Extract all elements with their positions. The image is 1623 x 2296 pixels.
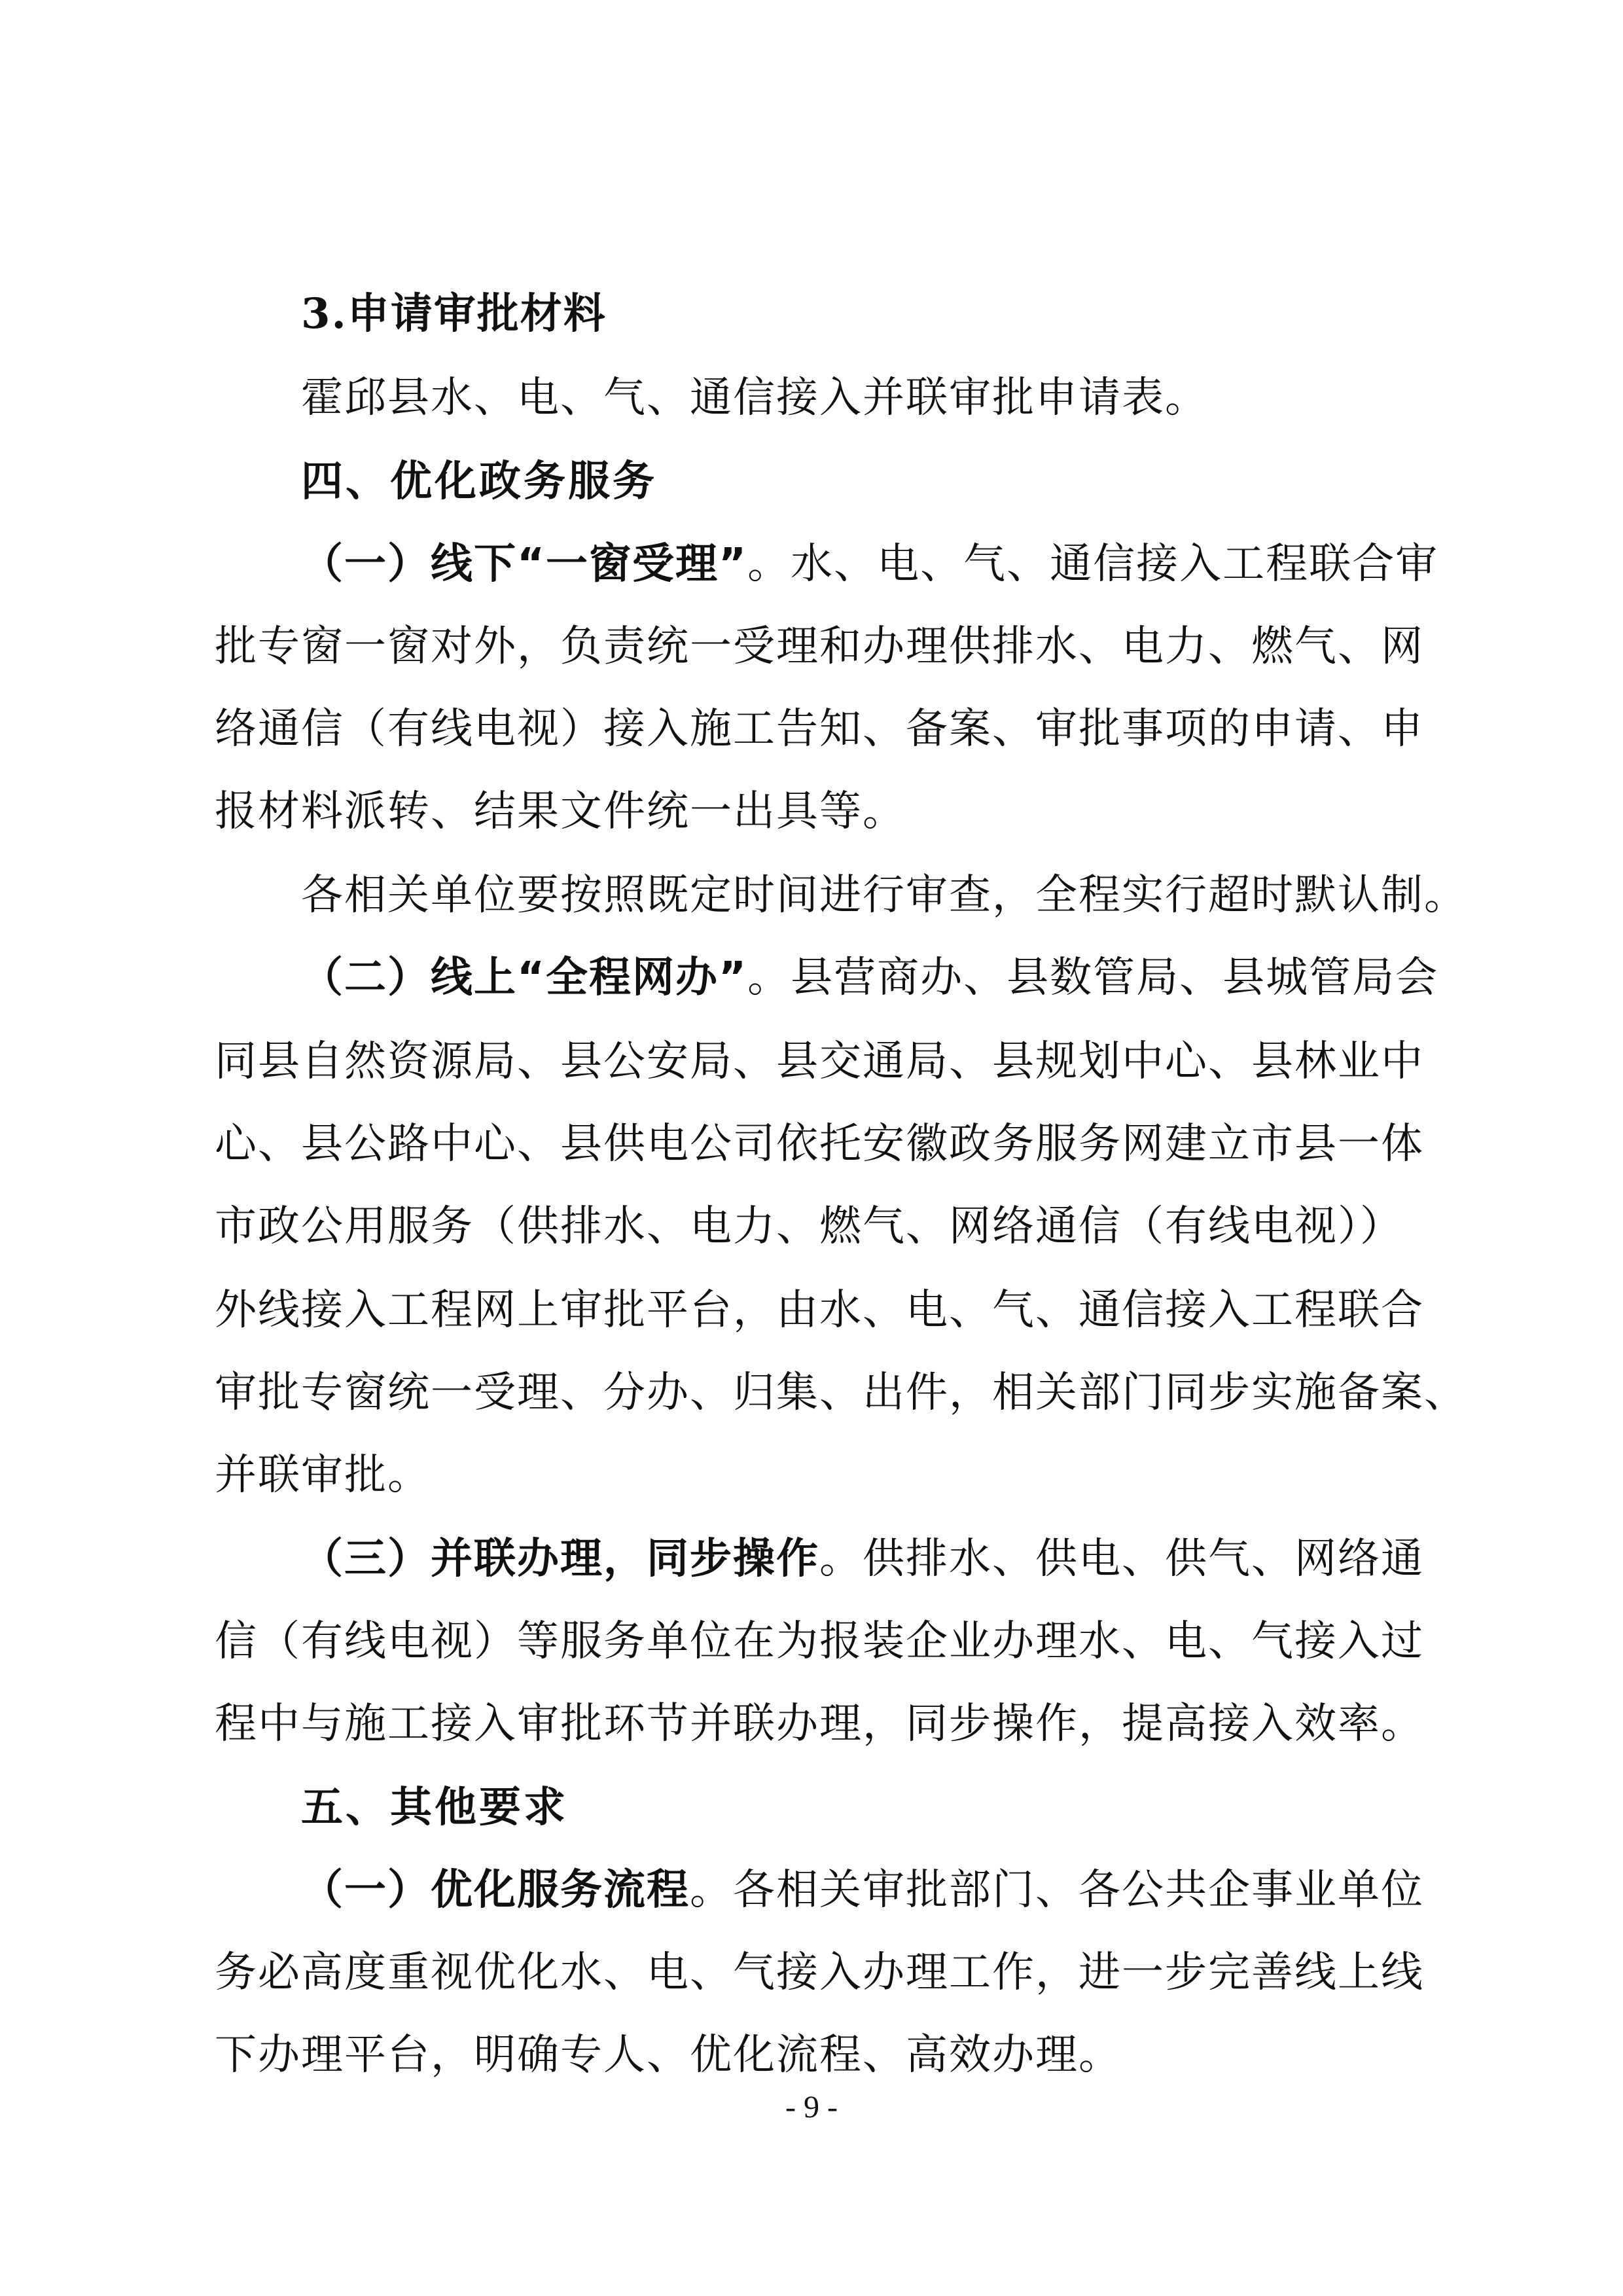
paragraph-line [0,1429,1623,1521]
line-text: 信（有线电视）等服务单位在为报装企业办理水、电、气接入过 [215,1617,1424,1666]
paragraph-line [0,1513,1623,1605]
line-text: 同县自然资源局、县公安局、县交通局、县规划中心、县林业中 [215,1037,1424,1086]
paragraph-line [0,1016,1623,1107]
section-heading-optimize-services [0,436,1623,528]
paragraph-line [0,766,1623,857]
paragraph-line [0,1347,1623,1439]
line-text: 。县营商办、县数管局、县城管局会 [747,954,1439,1002]
paragraph-line [0,1844,1623,1936]
section-heading-other-requirements [0,1762,1623,1854]
paragraph-lead-offline-window: （一）线下“一窗受理” [301,540,748,588]
subsection-title-application-materials [0,268,1623,360]
paragraph-line [0,683,1623,775]
page-number: - 9 - [785,2090,838,2125]
line-text: 市政公用服务（供排水、电力、燃气、网络通信（有线电视）） [215,1202,1403,1251]
paragraph-line [0,850,1623,941]
line-text: 。水、电、气、通信接入工程联合审 [747,540,1439,588]
paragraph-line [0,601,1623,692]
paragraph-line [0,1181,1623,1272]
line-text: 下办理平台，明确专人、优化流程、高效办理。 [215,2031,1122,2079]
line-text: 各相关单位要按照既定时间进行审查，全程实行超时默认制。 [301,871,1467,920]
line-text: 。各相关审批部门、各公共企事业单位 [690,1866,1424,1914]
paragraph-line [0,1678,1623,1770]
paragraph-line [0,1098,1623,1190]
paragraph-line [0,1265,1623,1356]
line-text: 3.申请审批材料 [301,289,607,338]
line-text: 务必高度重视优化水、电、气接入办理工作，进一步完善线上线 [215,1948,1424,1997]
paragraph-line [0,518,1623,610]
line-text: 批专窗一窗对外，负责统一受理和办理供排水、电力、燃气、网 [215,622,1424,671]
line-text: 四、优化政务服务 [301,457,657,506]
paragraph-line [0,932,1623,1024]
line-text: 外线接入工程网上审批平台，由水、电、气、通信接入工程联合 [215,1286,1424,1335]
line-text: 五、其他要求 [301,1784,568,1832]
line-text: 并联审批。 [215,1451,431,1499]
paragraph-line [0,1927,1623,2018]
line-text: 报材料派转、结果文件统一出具等。 [215,787,906,836]
line-text: 审批专窗统一受理、分办、归集、出件，相关部门同步实施备案、 [215,1369,1467,1417]
line-text: 程中与施工接入审批环节并联办理，同步操作，提高接入效率。 [215,1700,1424,1748]
paragraph-lead-parallel-handling: （三）并联办理，同步操作 [301,1535,819,1583]
line-text: 霍邱县水、电、气、通信接入并联审批申请表。 [301,374,1208,422]
line-text: 心、县公路中心、县供电公司依托安徽政务服务网建立市县一体 [215,1120,1424,1168]
line-text: 络通信（有线电视）接入施工告知、备案、审批事项的申请、申 [215,705,1424,753]
paragraph-lead-optimize-flow: （一）优化服务流程 [301,1866,690,1914]
paragraph-line [0,1596,1623,1687]
line-text: 。供排水、供电、供气、网络通 [819,1535,1424,1583]
paragraph-line [0,352,1623,444]
paragraph-lead-online-process: （二）线上“全程网办” [301,954,748,1002]
